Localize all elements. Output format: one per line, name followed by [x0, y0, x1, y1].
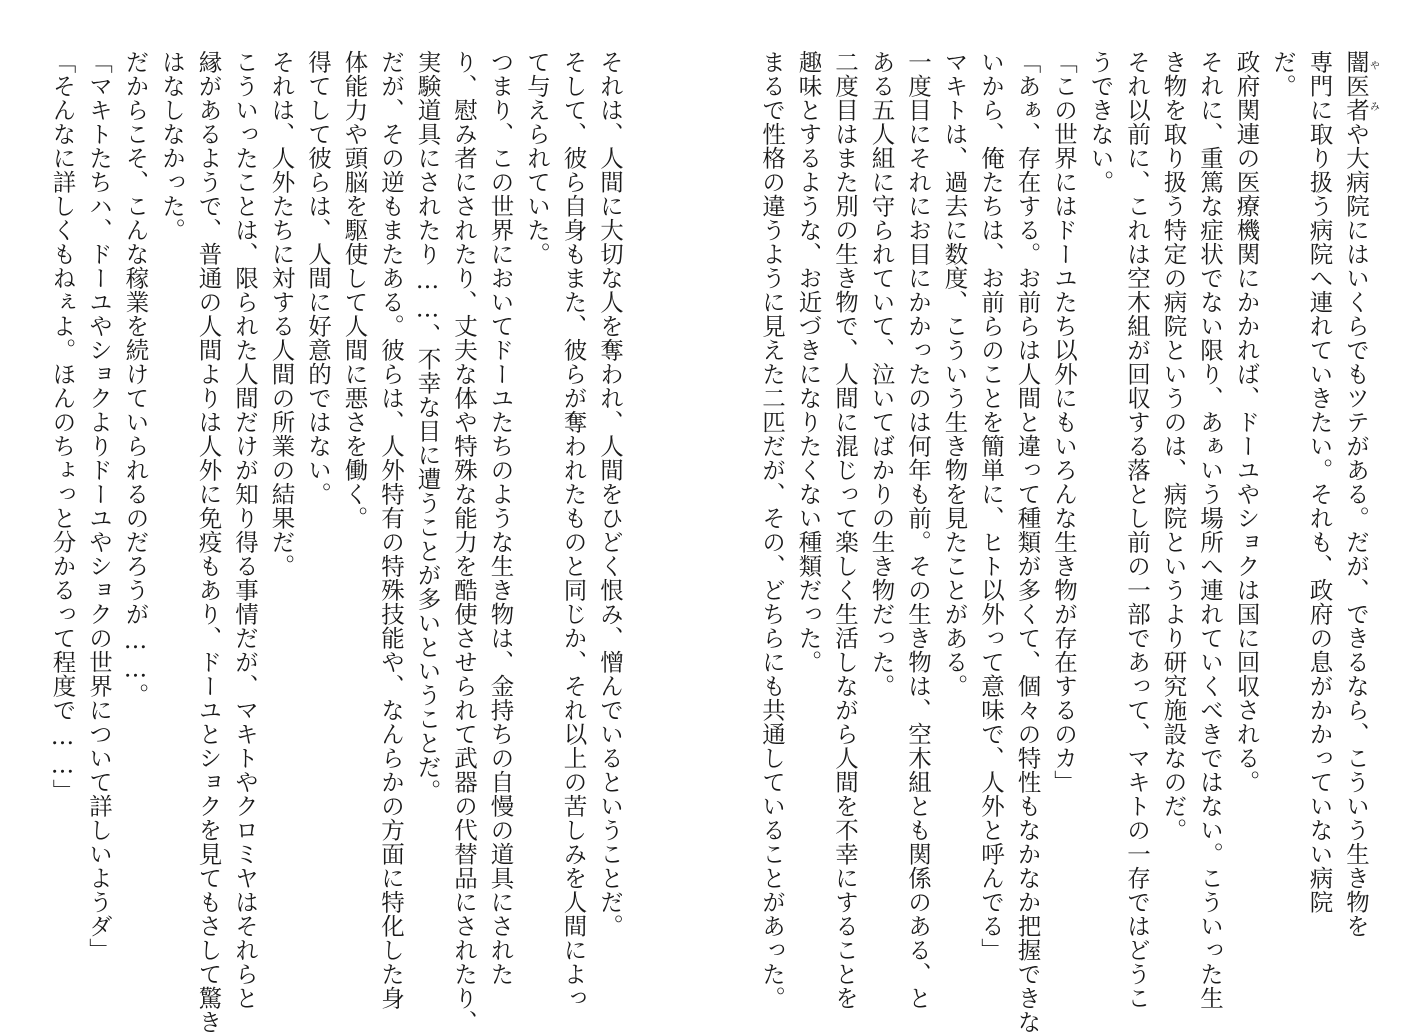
text-line: それ以前に、これは空木組が回収する落とし前の一部であって、マキトの一存ではどうこ	[1123, 50, 1151, 1010]
text-line: 「あぁ、存在する。お前らは人間と違って種類が多くて、個々の特性もなかなか把握できな	[1013, 50, 1042, 1034]
text-line: 趣味とするような、お近づきになりたくない種類だった。	[794, 50, 823, 674]
text-line: マキトは、過去に数度、こういう生き物を見たことがある。	[940, 50, 969, 698]
text-line: それは、人外たちに対する人間の所業の結果だ。	[267, 50, 296, 578]
text-line: だが、その逆もまたある。彼らは、人外特有の特殊技能や、なんらかの方面に特化した身	[377, 50, 405, 1010]
text-line: り、慰み者にされたり、丈夫な体や特殊な能力を酷使させられて武器の代替品にされたり、	[450, 50, 478, 1034]
text-line: 縁があるようで、普通の人間よりは人外に免疫もあり、ドーユとショクを見てもさして驚き	[194, 50, 223, 1034]
text-line: 得てして彼らは、人間に好意的ではない。	[304, 50, 332, 506]
text-line: それは、人間に大切な人を奪われ、人間をひどく恨み、憎んでいるということだ。	[596, 50, 624, 938]
text-line: 「マキトたちハ、ドーユやショクよりドーユやショクの世界について詳しいようダ」	[85, 50, 113, 962]
text-line: 二度目はまた別の生き物で、人間に混じって楽しく生活しながら人間を不幸にすることを	[831, 50, 859, 1010]
text-line: つまり、この世界においてドーユたちのような生き物は、金持ちの自慢の道具にされた	[486, 50, 515, 986]
text-line: こういったことは、限られた人間だけが知り得る事情だが、マキトやクロミヤはそれらと	[231, 50, 259, 1010]
text-line: 政府関連の医療機関にかかれば、ドーユやショクは国に回収される。	[1232, 50, 1261, 794]
text-line: 「そんなに詳しくもねぇよ。ほんのちょっと分かるって程度で……」	[48, 50, 77, 803]
text-line: 闇医者やみや大病院にはいくらでもツテがある。だが、できるなら、こういう生き物を専門に取り扱う病院へ連れていきたい。それも、政府の息がかかっていない病院だ。	[1269, 50, 1379, 938]
text-line: それに、重篤な症状でない限り、あぁいう場所へ連れていくべきではない。こういった生	[1196, 50, 1224, 1010]
text-line: 実験道具にされたり……、不幸な目に遭うことが多いということだ。	[413, 50, 442, 803]
text-line: そして、彼ら自身もまた、彼らが奪われたものと同じか、それ以上の苦しみを人間によっ	[559, 50, 588, 1010]
text-line: いから、俺たちは、お前らのことを簡単に、ヒト以外って意味で、人外と呼んでる」	[977, 50, 1005, 962]
text-line: き物を取り扱う特定の病院というのは、病院というより研究施設なのだ。	[1159, 50, 1188, 842]
ruby-annotated-word: 闇医者やみ	[1342, 50, 1379, 122]
text-line: ある五人組に守られていて、泣いてばかりの生き物だった。	[867, 50, 896, 698]
left-page	[28, 50, 628, 1034]
right-page	[758, 50, 1379, 1034]
text-line: まるで性格の違うように見えた二匹だが、その、どちらにも共通していることがあった。	[758, 50, 786, 1010]
text-line: うできない。	[1086, 50, 1115, 194]
text-line: て与えられていた。	[523, 50, 551, 266]
text-line: はなしなかった。	[158, 50, 186, 242]
text-line: 体能力や頭脳を駆使して人間に悪さを働く。	[340, 50, 369, 530]
text-line: だからこそ、こんな稼業を続けていられるのだろうが……。	[121, 50, 150, 707]
text-line: 一度目にそれにお目にかかったのは何年も前。その生き物は、空木組とも関係のある、と	[904, 50, 932, 1010]
text-line: 「この世界にはドーユたち以外にもいろんな生き物が存在するのカ」	[1050, 50, 1078, 794]
